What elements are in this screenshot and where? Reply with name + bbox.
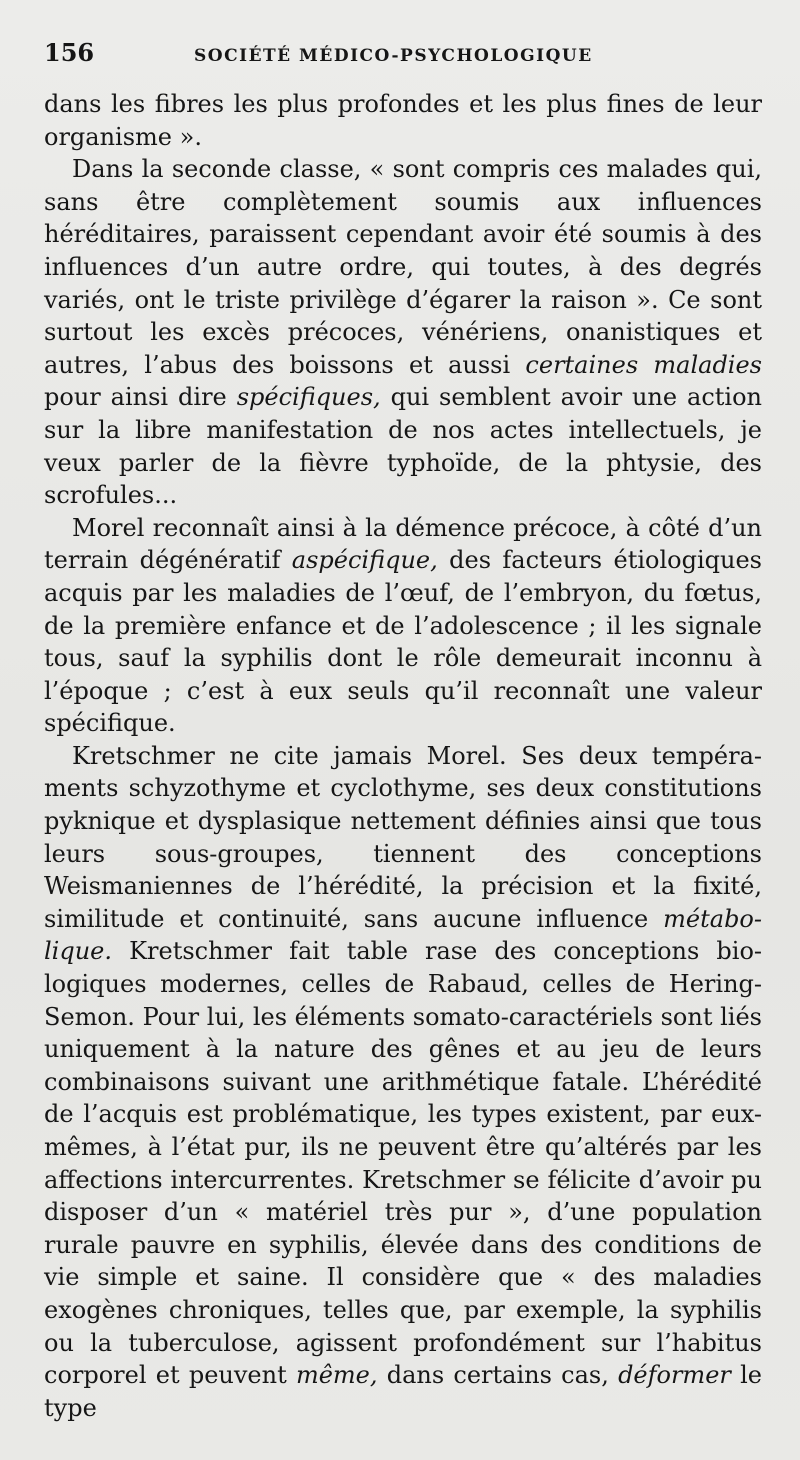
italic-text: spécifiques, <box>236 383 381 412</box>
italic-text: déformer <box>618 1361 731 1390</box>
paragraph <box>44 512 762 740</box>
text-run: pour ainsi dire <box>44 383 237 412</box>
text-run: dans certains cas, <box>377 1361 619 1390</box>
page-header <box>44 38 762 78</box>
body-text <box>44 88 762 1424</box>
paragraph <box>44 153 762 512</box>
text-run: Kretschmer fait table rase des conceptions biologiques modernes, celles de Rabaud, celles de Hering-Semon. Pour lui, les éléments somato-caractériels sont liés uniquement à la nature des gênes et au jeu de leurs combinaisons suivant une arithmétique fatale. L’hérédité de l’acquis est problématique, les types existent, par eux-mêmes, à l’état pur, ils ne peuvent être qu’altérés par les affections intercurrentes. Kretschmer se félicite d’avoir pu disposer d’un « matériel très pur », d’une population rurale pauvre en syphilis, élevée dans des conditions de vie simple et saine. Il considère que « des maladies exogènes chroniques, telles que, par exemple, la syphilis ou la tuberculose, agissent profondément sur l’habitus corporel et peuvent <box>44 937 762 1390</box>
page-number: 156 <box>44 38 95 67</box>
text-run: Morel reconnaît ainsi à la démence précoce, à côté d’un terrain dégénératif <box>44 513 762 575</box>
text-run: des facteurs étiologiques acquis par les maladies de l’œuf, de l’embryon, du fœtus, de la première enfance et de l’adolescence ; il les signale tous, sauf la syphilis dont le rôle demeurait inconnu à l’époque ; c’est à eux seuls qu’il reconnaît une valeur spécifique. <box>44 546 762 738</box>
text-run: qui semblent avoir une action sur la libre manifestation de nos actes intellectuels, je veux parler de la fièvre typhoïde, de la phtysie, des scrofules... <box>44 383 762 510</box>
text-run: le type <box>44 1361 762 1422</box>
paragraph <box>44 88 762 153</box>
running-head: SOCIÉTÉ MÉDICO-PSYCHOLOGIQUE <box>194 46 593 66</box>
paragraph <box>44 740 762 1424</box>
italic-text: aspécifique, <box>291 546 438 575</box>
italic-text: certaines maladies <box>525 350 763 379</box>
text-run: dans les fibres les plus profondes et les plus fines de leur organisme ». <box>44 90 762 151</box>
italic-text: métabolique. <box>44 904 762 966</box>
text-run: Kretschmer ne cite jamais Morel. Ses deux tempéraments schyzothyme et cyclothyme, ses deux constitutions pyknique et dysplasique nettement définies ainsi que tous leurs sous-groupes, tiennent des conceptions Weismaniennes de l’hérédité, la précision et la fixité, similitude et continuité, sans aucune influence <box>44 741 762 933</box>
italic-text: même, <box>295 1361 378 1390</box>
text-run: Dans la seconde classe, « sont compris ces malades qui, sans être complètement soumis aux influences héréditaires, paraissent cependant avoir été soumis à des influences d’un autre ordre, qui toutes, à des degrés variés, ont le triste privilège d’égarer la raison ». Ce sont surtout les excès précoces, vénériens, onanistiques et autres, l’abus des boissons et aussi <box>44 155 762 379</box>
